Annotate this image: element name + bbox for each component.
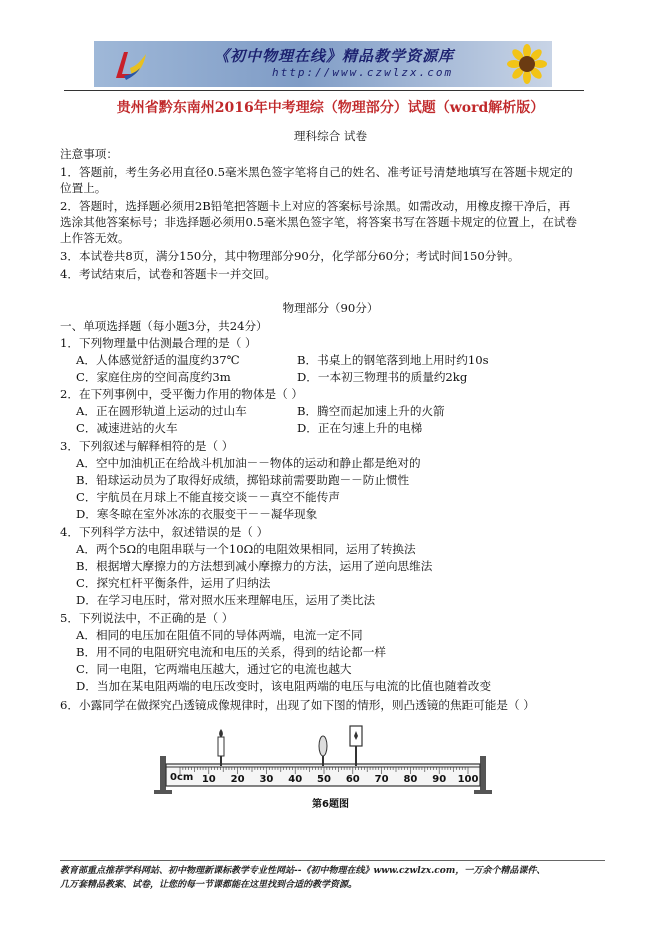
- question-stem: 6．小露同学在做探究凸透镜成像规律时，出现了如下图的情形，则凸透镜的焦距可能是（ ）: [60, 698, 535, 712]
- scale-tick-label: 60: [345, 774, 360, 785]
- scale-tick-label: 10: [201, 774, 216, 785]
- notice-line: 4．考试结束后，试卷和答题卡一并交回。: [60, 267, 277, 281]
- option-a: A．正在圆形轨道上运动的过山车: [76, 404, 247, 418]
- scale-tick-label: 40: [288, 774, 303, 785]
- optical-bench-figure: [150, 724, 500, 804]
- page-footer: [60, 864, 620, 892]
- option-c: C．减速进站的火车: [76, 421, 178, 435]
- footer-line: 几万套精品教案、试卷，让您的每一节课都能在这里找到合适的教学资源。: [60, 880, 358, 890]
- bench-left-leg: [160, 756, 166, 794]
- banner-title: 《初中物理在线》精品教学资源库: [214, 47, 455, 65]
- option-a: A．两个5Ω的电阻串联与一个10Ω的电阻效果相同，运用了转换法: [76, 542, 416, 556]
- option-b: B．根据增大摩擦力的方法想到减小摩擦力的方法，运用了逆向思维法: [76, 559, 433, 573]
- scale-tick-label: 80: [403, 774, 418, 785]
- question-stem: 5．下列说法中，不正确的是（ ）: [60, 611, 234, 625]
- scale-tick-label: 70: [374, 774, 389, 785]
- notice-line: 上作答无效。: [60, 231, 130, 245]
- option-b: B．铅球运动员为了取得好成绩，掷铅球前需要助跑－－防止惯性: [76, 473, 410, 487]
- scale-tick-label: 20: [230, 774, 245, 785]
- part-heading: 一、单项选择题（每小题3分，共24分）: [60, 319, 268, 333]
- scale-unit-label: 0cm: [170, 772, 194, 783]
- convex-lens-icon: [319, 736, 327, 766]
- question-stem: 1．下列物理量中估测最合理的是（ ）: [60, 336, 257, 350]
- bench-right-leg: [480, 756, 486, 794]
- bench-left-foot: [154, 790, 172, 794]
- option-a: A．人体感觉舒适的温度约37℃: [76, 353, 240, 367]
- question-stem: 2．在下列事例中，受平衡力作用的物体是（ ）: [60, 387, 303, 401]
- figure-caption: 第6题图: [312, 799, 349, 810]
- question-stem: 4．下列科学方法中，叙述错误的是（ ）: [60, 525, 269, 539]
- exam-subtitle: 理科综合 试卷: [293, 129, 368, 143]
- notice-line: 2．答题时，选择题必须用2B铅笔把答题卡上对应的答案标号涂黑。如需改动，用橡皮擦干净后，再: [60, 199, 571, 213]
- notice-line: 3．本试卷共8页，满分150分，其中物理部分90分，化学部分60分；考试时间150分钟。: [60, 249, 520, 263]
- footer-line: 教育部重点推荐学科网站、初中物理新课标教学专业性网站--《初中物理在线》www.czwlzx.com，一万余个精品课件、: [60, 866, 546, 876]
- candle-icon: [218, 729, 224, 766]
- option-c: C．同一电阻，它两端电压越大，通过它的电流也越大: [76, 662, 352, 676]
- optical-bench-diagram: [150, 724, 500, 804]
- option-a: A．空中加油机正在给战斗机加油－－物体的运动和静止都是绝对的: [76, 456, 421, 470]
- header-banner: [94, 41, 552, 87]
- option-d: D．在学习电压时，常对照水压来理解电压，运用了类比法: [76, 593, 376, 607]
- option-b: B．腾空而起加速上升的火箭: [297, 404, 445, 418]
- scale-tick-label: 30: [259, 774, 274, 785]
- question-stem: 3．下列叙述与解释相符的是（ ）: [60, 439, 234, 453]
- screen-icon: [350, 726, 362, 766]
- sunflower-icon: [506, 43, 548, 85]
- scale-tick-label: 90: [432, 774, 447, 785]
- option-d: D．寒冬晾在室外冰冻的衣服变干－－凝华现象: [76, 507, 318, 521]
- notice-line: 1．答题前，考生务必用直径0.5毫米黑色签字笔将自己的姓名、准考证号清楚地填写在答题卡规定的: [60, 165, 573, 179]
- notice-line: 位置上。: [60, 181, 107, 195]
- document-title: 贵州省黔东南州2016年中考理综（物理部分）试题（word解析版）: [116, 100, 545, 116]
- notice-line: 选涂其他答案标号；非选择题必须用0.5毫米黑色签字笔，将答案书写在答题卡规定的位置上，在试卷: [60, 215, 577, 229]
- scale-tick-label: 50: [317, 774, 331, 785]
- option-a: A．相同的电压加在阻值不同的导体两端，电流一定不同: [76, 628, 363, 642]
- bench-right-foot: [474, 790, 492, 794]
- option-c: C．探究杠杆平衡条件，运用了归纳法: [76, 576, 271, 590]
- notice-heading: 注意事项：: [60, 147, 118, 161]
- option-c: C．宇航员在月球上不能直接交谈－－真空不能传声: [76, 490, 340, 504]
- banner-url: http://www.czwlzx.com: [272, 66, 454, 79]
- option-d: D．正在匀速上升的电梯: [297, 421, 423, 435]
- footer-divider: [60, 860, 605, 861]
- header-divider: [64, 90, 584, 91]
- section-title: 物理部分（90分）: [282, 301, 379, 315]
- option-b: B．书桌上的钢笔落到地上用时约10s: [297, 353, 489, 367]
- option-b: B．用不同的电阻研究电流和电压的关系，得到的结论都一样: [76, 645, 386, 659]
- scale-tick-label: 100: [457, 774, 479, 785]
- option-d: D．一本初三物理书的质量约2kg: [297, 370, 468, 384]
- option-c: C．家庭住房的空间高度约3m: [76, 370, 231, 384]
- site-logo: [110, 46, 150, 82]
- option-d: D．当加在某电阻两端的电压改变时，该电阻两端的电压与电流的比值也随着改变: [76, 679, 492, 693]
